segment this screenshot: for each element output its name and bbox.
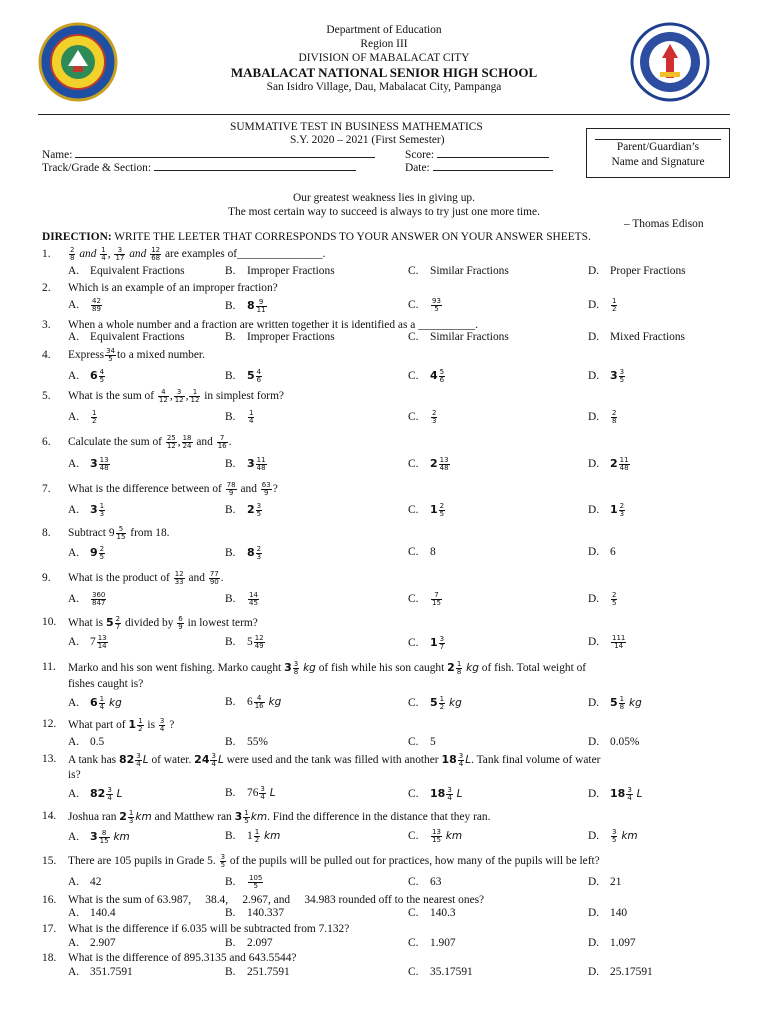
date-field[interactable] xyxy=(405,162,553,174)
option-a[interactable]: A. 7 $\frac{13}{14}$ xyxy=(68,634,107,650)
score-label: Score: xyxy=(405,149,435,161)
option-b[interactable]: B. 55% xyxy=(225,736,268,748)
option-b[interactable]: B. 8 $\frac{9}{11}$ xyxy=(225,297,266,314)
question-text: Calculate the sum of $\frac{25}{12}$ , $\frac{18}{24}$ and $\frac{7}{16}$ . xyxy=(68,434,232,450)
question-text: What is the sum of $\frac{4}{12}$ , $\frac{3}{12}$ , $\frac{1}{12}$ in simplest form? xyxy=(68,388,284,404)
option-b[interactable]: B. 5 $\frac{12}{49}$ xyxy=(225,634,264,650)
question-text: Joshua ran 2 $\frac{1}{3}$ km and Matthew ran 3 $\frac{1}{5}$ km. Find the difference in the distance that they ran. xyxy=(68,808,491,825)
option-c[interactable]: C. 1 $\frac{2}{5}$ xyxy=(408,501,445,518)
option-c[interactable]: C. 1.907 xyxy=(408,937,456,949)
option-a[interactable]: A. 0.5 xyxy=(68,736,105,748)
option-b[interactable]: B. 1 $\frac{1}{2}$ km xyxy=(225,828,281,844)
option-a[interactable]: A. 140.4 xyxy=(68,907,116,919)
options-3 xyxy=(42,330,742,345)
option-d[interactable]: D. Proper Fractions xyxy=(588,265,686,277)
option-d[interactable]: D. $\frac{111}{14}$ xyxy=(588,634,626,650)
options-6 xyxy=(42,456,742,474)
option-c[interactable]: C. 4 $\frac{5}{6}$ xyxy=(408,367,445,384)
question-18 xyxy=(42,951,742,966)
option-b[interactable]: B. 3 $\frac{11}{48}$ xyxy=(225,455,266,472)
option-d[interactable]: D. 140 xyxy=(588,907,628,919)
option-b[interactable]: B. 140.337 xyxy=(225,907,285,919)
option-a[interactable]: A. 42 xyxy=(68,876,102,888)
question-number: 12. xyxy=(42,718,57,730)
question-text: There are 105 pupils in Grade 5. $\frac{3}{5}$ of the pupils will be pulled out for practices, how many of the pupils will be left? xyxy=(68,853,600,869)
option-b[interactable]: B. $\frac{14}{45}$ xyxy=(225,591,258,607)
option-d[interactable]: D. 0.05% xyxy=(588,736,640,748)
option-a[interactable]: A. 2.907 xyxy=(68,937,116,949)
option-b[interactable]: B. Improper Fractions xyxy=(225,265,335,277)
track-field[interactable] xyxy=(42,162,356,174)
question-7 xyxy=(42,482,742,500)
option-a[interactable]: A. Equivalent Fractions xyxy=(68,331,185,343)
option-d[interactable]: D. 3 $\frac{3}{5}$ xyxy=(588,367,625,384)
question-15 xyxy=(42,854,742,872)
question-number: 9. xyxy=(42,572,51,584)
question-text: $\frac{2}{8}$ and $\frac{1}{4}$ , $\frac{3}{17}$ and $\frac{12}{68}$ are examples of_______________. xyxy=(70,246,326,262)
option-b[interactable]: B. 8 $\frac{2}{3}$ xyxy=(225,544,262,561)
options-7 xyxy=(42,502,742,520)
option-d[interactable]: D. 18 $\frac{3}{4}$ L xyxy=(588,785,643,802)
question-number: 18. xyxy=(42,952,57,964)
option-b[interactable]: B. 2 $\frac{3}{5}$ xyxy=(225,501,262,518)
question-number: 11. xyxy=(42,661,56,673)
options-14 xyxy=(42,829,742,847)
option-c[interactable]: C. 8 xyxy=(408,546,436,558)
options-5 xyxy=(42,410,742,428)
question-text: What is the difference of 895.3135 and 643.5544? xyxy=(68,952,297,964)
option-b[interactable]: B. Improper Fractions xyxy=(225,331,335,343)
options-8 xyxy=(42,545,742,563)
options-13 xyxy=(42,786,742,804)
question-6 xyxy=(42,435,742,453)
option-b[interactable]: B. 2.097 xyxy=(225,937,273,949)
option-a[interactable]: A. 6 $\frac{4}{5}$ xyxy=(68,367,105,384)
name-label: Name: xyxy=(42,149,73,161)
quote-line-2: The most certain way to succeed is always to try just one more time. xyxy=(228,206,540,218)
question-number: 8. xyxy=(42,527,51,539)
date-label: Date: xyxy=(405,162,430,174)
question-number: 1. xyxy=(42,248,51,260)
option-c[interactable]: C. $\frac{93}{5}$ xyxy=(408,297,441,313)
option-c[interactable]: C. 5 $\frac{1}{2}$ kg xyxy=(408,694,462,711)
option-d[interactable]: D. 21 xyxy=(588,876,622,888)
option-c[interactable]: C. $\frac{7}{15}$ xyxy=(408,591,441,607)
options-2 xyxy=(42,298,742,316)
question-number: 4. xyxy=(42,349,51,361)
question-number: 2. xyxy=(42,282,51,294)
option-b[interactable]: B. 5 $\frac{4}{6}$ xyxy=(225,367,262,384)
option-a[interactable]: A. $\frac{1}{2}$ xyxy=(68,409,97,425)
direction xyxy=(42,231,591,243)
question-2 xyxy=(42,281,742,296)
score-field[interactable] xyxy=(405,149,549,161)
question-1 xyxy=(42,247,742,262)
options-15 xyxy=(42,875,742,893)
fraction: $\frac{12}{68}$ xyxy=(151,246,161,262)
department-line: Department of Education xyxy=(326,24,442,36)
option-a[interactable]: A. $\frac{42}{89}$ xyxy=(68,297,101,313)
question-text: What is the difference if 6.035 will be subtracted from 7.132? xyxy=(68,923,350,935)
region-line: Region III xyxy=(360,38,408,50)
question-17 xyxy=(42,922,742,937)
question-number: 16. xyxy=(42,894,57,906)
option-d[interactable]: D. 1 $\frac{2}{3}$ xyxy=(588,501,625,518)
option-d[interactable]: D. 1.097 xyxy=(588,937,636,949)
options-16 xyxy=(42,906,742,921)
question-number: 17. xyxy=(42,923,57,935)
option-a[interactable]: A. 82 $\frac{3}{4}$ L xyxy=(68,785,123,802)
option-d[interactable]: D. 2 $\frac{11}{48}$ xyxy=(588,455,629,472)
question-text: What is the product of $\frac{12}{33}$ and $\frac{77}{90}$ . xyxy=(68,570,224,586)
question-5 xyxy=(42,389,742,407)
option-a[interactable]: A. 9 $\frac{2}{5}$ xyxy=(68,544,105,561)
option-d[interactable]: D. 6 xyxy=(588,546,616,558)
option-b[interactable]: B. $\frac{105}{5}$ xyxy=(225,874,263,890)
parent-signature-box[interactable] xyxy=(586,128,730,178)
option-a[interactable]: A. $\frac{360}{847}$ xyxy=(68,591,106,607)
option-a[interactable]: A. Equivalent Fractions xyxy=(68,265,185,277)
option-b[interactable]: B. $\frac{1}{4}$ xyxy=(225,409,254,425)
question-8 xyxy=(42,526,742,544)
option-c[interactable]: C. 1 $\frac{3}{7}$ xyxy=(408,634,445,651)
question-number: 6. xyxy=(42,436,51,448)
option-d[interactable]: D. 25.17591 xyxy=(588,966,653,978)
options-1 xyxy=(42,264,742,279)
question-text: What is the sum of 63.987, 38.4, 2.967, and 34.983 rounded off to the nearest ones? xyxy=(68,894,485,906)
question-number: 7. xyxy=(42,483,51,495)
options-4 xyxy=(42,368,742,386)
question-text: What is the difference between of $\frac{78}{9}$ and $\frac{63}{9}$ ? xyxy=(68,481,278,497)
options-9 xyxy=(42,592,742,610)
option-c[interactable]: C. $\frac{13}{15}$ km xyxy=(408,828,463,844)
question-13-line-2: is? xyxy=(68,769,81,781)
question-text: Subtract 9 $\frac{5}{15}$ from 18. xyxy=(68,525,170,541)
division-line: DIVISION OF MABALACAT CITY xyxy=(298,52,470,64)
question-number: 13. xyxy=(42,753,57,765)
question-text: Marko and his son went fishing. Marko caught 3 $\frac{3}{8}$ kg of fish while his son caught 2 $\frac{1}{8}$ kg of fish. Total weight of xyxy=(68,659,587,676)
option-c[interactable]: C. 63 xyxy=(408,876,442,888)
option-c[interactable]: C. 35.17591 xyxy=(408,966,473,978)
question-text: When a whole number and a fraction are written together it is identified as a __________. xyxy=(68,319,478,331)
track-label: Track/Grade & Section: xyxy=(42,162,152,174)
question-10 xyxy=(42,615,742,633)
question-number: 14. xyxy=(42,810,57,822)
school-address: San Isidro Village, Dau, Mabalacat City, Pampanga xyxy=(266,81,502,93)
question-11-line-2: fishes caught is? xyxy=(68,678,144,690)
option-d[interactable]: D. $\frac{2}{8}$ xyxy=(588,409,617,425)
question-text: Which is an example of an improper fraction? xyxy=(68,282,278,294)
question-text: What is 5 $\frac{2}{7}$ divided by $\frac{6}{9}$ in lowest term? xyxy=(68,614,258,631)
option-d[interactable]: D. $\frac{2}{5}$ xyxy=(588,591,617,607)
question-number: 15. xyxy=(42,855,57,867)
option-c[interactable]: C. 5 xyxy=(408,736,436,748)
question-text: A tank has 82 $\frac{3}{4}$ L of water. 24 $\frac{3}{4}$ L were used and the tank was filled with another 18 $\frac{3}{4}$ L. Tank final volume of water xyxy=(68,751,601,768)
question-number: 5. xyxy=(42,390,51,402)
question-number: 10. xyxy=(42,616,57,628)
option-c[interactable]: C. 140.3 xyxy=(408,907,456,919)
fraction: $\frac{1}{4}$ xyxy=(101,246,106,262)
options-18 xyxy=(42,965,742,980)
parent-label: Parent/Guardian’s xyxy=(616,141,700,153)
signature-label: Name and Signature xyxy=(611,156,705,168)
options-11 xyxy=(42,695,742,713)
direction-text: WRITE THE LEETER THAT CORRESPONDS TO YOUR ANSWER ON YOUR ANSWER SHEETS. xyxy=(114,231,591,243)
option-c[interactable]: C. Similar Fractions xyxy=(408,331,509,343)
option-c[interactable]: C. 2 $\frac{13}{48}$ xyxy=(408,455,449,472)
option-d[interactable]: D. Mixed Fractions xyxy=(588,331,685,343)
option-a[interactable]: A. 3 $\frac{8}{15}$ km xyxy=(68,828,130,845)
header-divider xyxy=(38,114,730,115)
option-a[interactable]: A. 351.7591 xyxy=(68,966,133,978)
option-b[interactable]: B. 6 $\frac{4}{16}$ kg xyxy=(225,694,282,710)
school-name: MABALACAT NATIONAL SENIOR HIGH SCHOOL xyxy=(230,65,538,80)
fraction: $\frac{2}{8}$ xyxy=(70,246,75,262)
options-12 xyxy=(42,735,742,750)
question-9 xyxy=(42,571,742,589)
option-a[interactable]: A. 3 $\frac{13}{48}$ xyxy=(68,455,109,472)
options-10 xyxy=(42,635,742,653)
direction-label: DIRECTION: xyxy=(42,231,112,243)
name-field[interactable] xyxy=(42,149,375,161)
option-c[interactable]: C. 18 $\frac{3}{4}$ L xyxy=(408,785,463,802)
option-b[interactable]: B. 76 $\frac{3}{4}$ L xyxy=(225,785,276,801)
option-d[interactable]: D. $\frac{1}{2}$ xyxy=(588,297,617,313)
option-c[interactable]: C. $\frac{2}{3}$ xyxy=(408,409,437,425)
quote-author: – Thomas Edison xyxy=(624,218,704,230)
fraction: $\frac{3}{17}$ xyxy=(115,246,125,262)
options-17 xyxy=(42,936,742,951)
option-a[interactable]: A. 3 $\frac{1}{3}$ xyxy=(68,501,105,518)
option-b[interactable]: B. 251.7591 xyxy=(225,966,290,978)
question-12 xyxy=(42,717,742,735)
option-d[interactable]: D. 5 $\frac{1}{8}$ kg xyxy=(588,694,642,711)
school-year: S.Y. 2020 – 2021 (First Semester) xyxy=(290,134,445,146)
question-14 xyxy=(42,809,742,827)
question-text: What part of 1 $\frac{1}{2}$ is $\frac{3}{4}$ ? xyxy=(68,716,175,733)
option-a[interactable]: A. 6 $\frac{1}{4}$ kg xyxy=(68,694,122,711)
question-4 xyxy=(42,348,742,366)
option-c[interactable]: C. Similar Fractions xyxy=(408,265,509,277)
question-number: 3. xyxy=(42,319,51,331)
question-11 xyxy=(42,660,742,678)
question-text: Express $\frac{34}{5}$ to a mixed number. xyxy=(68,347,205,363)
test-title: SUMMATIVE TEST IN BUSINESS MATHEMATICS xyxy=(230,121,483,133)
quote-line-1: Our greatest weakness lies in giving up. xyxy=(293,192,475,204)
option-d[interactable]: D. $\frac{3}{5}$ km xyxy=(588,828,638,844)
